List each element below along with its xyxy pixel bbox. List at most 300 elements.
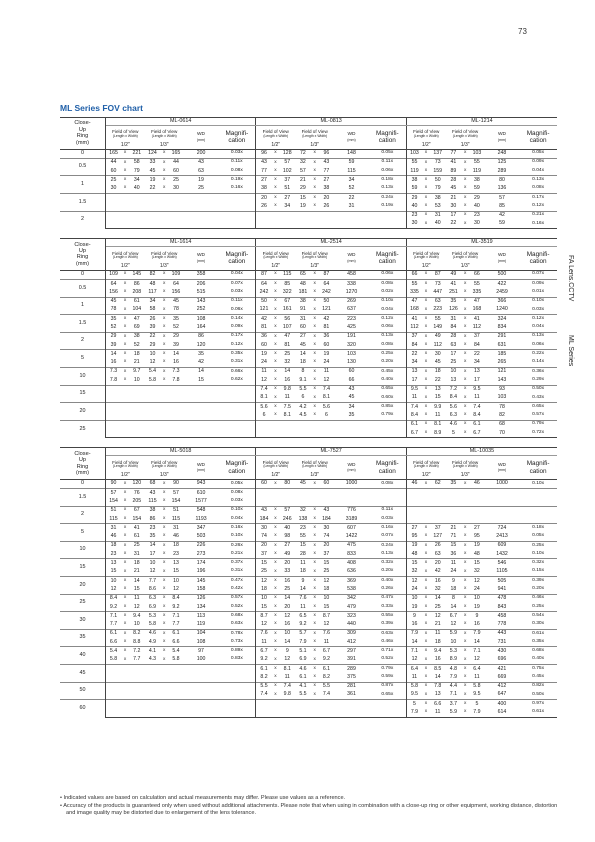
fov-length-third-inch: 8.4 [449,394,457,401]
magnification-value: 0.09x [218,323,256,332]
empty-cell [184,709,218,718]
magnification-value: 0.16x [218,185,256,194]
fov-length-half-inch: 8.7 [256,612,272,621]
fov-width-third-inch: 43 [319,506,335,515]
times-symbol: x [121,506,129,515]
working-distance-value: 366 [485,297,519,306]
fov-length-third-inch: 72 [295,149,311,158]
working-distance-value: 400 [485,700,519,709]
fov-length-half-inch: 5.4 [105,647,121,656]
fov-width-half-inch: 37 [279,176,295,185]
fov-width-half-inch: 161 [282,306,292,313]
empty-cell [369,429,407,438]
empty-cell [319,489,335,498]
empty-cell [129,700,145,709]
fov-length-third-inch: 4.6 [295,665,311,674]
fov-width-half-inch: 57 [279,158,295,167]
fov-length-third-inch: 10 [145,559,161,568]
times-symbol: x [424,674,428,680]
empty-cell [485,489,519,498]
fov-length-half-inch: 11 [256,367,272,376]
empty-cell [256,420,272,429]
working-distance-value: 143 [497,376,507,383]
empty-cell [218,211,256,220]
empty-cell [295,489,311,498]
fov-length-half-inch: 19 [411,603,418,610]
fov-width-third-inch: 84 [474,341,480,348]
empty-cell [145,193,161,202]
magnification-value: 0.31x [218,568,256,577]
fov-width-third-inch: 7.8 [172,376,180,383]
working-distance-value: 126 [184,594,218,603]
times-symbol: x [422,700,430,709]
fov-length-third-inch: 48 [145,279,161,288]
working-distance-value: 130 [347,359,356,366]
magnification-value: 0.68x [519,647,557,656]
fov-width-half-inch: 22 [434,376,441,383]
empty-cell [129,202,145,211]
fov-width-half-inch: 115 [279,270,295,279]
working-distance-value: 610 [184,489,218,498]
fov-length-third-inch: 10 [446,367,462,376]
empty-cell [105,691,121,700]
fov-length-half-inch: 24 [411,585,418,592]
empty-cell [184,429,218,438]
empty-cell [160,202,168,211]
empty-cell [105,429,121,438]
magnification-value: 0.08x [218,167,256,176]
empty-cell [406,497,422,506]
fov-length-third-inch: 23 [295,524,311,533]
fov-length-third-inch: 6.3 [449,411,457,418]
working-distance-value: 2413 [496,533,508,540]
empty-cell [160,673,168,682]
times-symbol: x [424,568,428,574]
times-symbol: x [274,324,277,330]
empty-cell [121,429,129,438]
empty-cell [160,420,168,429]
empty-cell [184,193,218,202]
magnification-value: 0.21x [519,211,557,220]
magnification-header: Magnifi- cation [526,460,550,475]
empty-cell [446,506,462,515]
empty-cell [369,489,407,498]
fov-width-third-inch: 23 [469,211,485,220]
magnification-value: 0.03x [218,497,256,506]
empty-cell [295,420,311,429]
close-up-ring-header: Close- Up Ring (mm) [60,118,105,150]
fov-width-third-inch: 9.5 [469,385,485,394]
empty-cell [334,429,368,438]
empty-cell [105,211,121,220]
fov-width-third-inch: 184 [322,515,331,522]
table-row [60,594,557,603]
empty-cell [184,700,218,709]
fov-length-half-inch: 18 [261,585,267,592]
fov-width-half-inch: 40 [279,524,295,533]
table-row [60,359,557,368]
fov-table [60,238,557,438]
fov-width-third-inch: 10 [319,594,335,603]
fov-length-third-inch: 138 [298,515,308,522]
times-symbol: x [272,158,280,167]
fov-length-third-inch: 15 [446,541,462,550]
empty-cell [105,420,121,429]
magnification-value: 0.04x [369,306,407,315]
times-symbol: x [424,586,428,592]
empty-cell [145,420,161,429]
fov-width-third-inch: 46 [173,533,179,540]
working-distance-value: 78 [485,403,519,412]
fov-length-third-inch: 28 [446,332,462,341]
times-symbol: x [422,541,430,550]
fov-length-half-inch: 9.2 [260,656,268,663]
empty-cell [519,506,557,515]
empty-cell [369,220,407,229]
fov-length-half-inch: 77 [261,167,267,174]
fov-length-half-inch: 16 [411,621,418,628]
working-distance-value: 637 [347,306,356,313]
fov-length-half-inch: 7.6 [256,629,272,638]
working-distance-value: 273 [196,550,206,557]
empty-cell [461,515,469,524]
times-symbol: x [463,324,467,330]
times-symbol: x [163,656,166,662]
working-distance-value: 408 [334,559,368,568]
working-distance-value: 412 [347,638,356,645]
empty-cell [218,700,256,709]
fov-width-third-inch: 119 [472,167,482,174]
table-row [60,211,557,220]
fov-width-half-inch: 14 [284,638,291,645]
magnification-value: 0.82x [519,682,557,691]
fov-width-half-inch: 40 [430,220,446,229]
times-symbol: x [422,577,430,586]
working-distance-value: 479 [347,603,356,610]
times-symbol: x [424,394,428,400]
empty-cell [279,709,295,718]
magnification-value: 0.20x [532,586,545,592]
times-symbol: x [121,541,129,550]
table-row [60,270,557,279]
fov-width-half-inch: 25 [434,603,441,610]
working-distance-value: 833 [347,550,356,557]
fov-width-half-inch: 7.5 [279,403,295,412]
times-symbol: x [461,385,469,394]
working-distance-value: 281 [334,682,368,691]
times-symbol: x [422,176,430,185]
fov-width-third-inch: 15 [319,559,335,568]
times-symbol: x [272,403,280,412]
fov-width-half-inch: 7.7 [133,656,141,663]
times-symbol: x [160,489,168,498]
empty-cell [105,385,121,394]
fov-length-third-inch: 31 [295,315,311,324]
fov-width-third-inch: 7.6 [319,629,335,638]
working-distance-header: WD (mm) [196,462,206,473]
fov-width-third-inch: 32 [474,568,480,575]
magnification-header: Magnifi- cation [526,129,550,145]
table-row [60,288,557,297]
side-tab[interactable] [562,255,576,375]
empty-cell [446,497,462,506]
times-symbol: x [274,376,277,382]
empty-cell [319,420,335,429]
working-distance-value: 43 [184,158,218,167]
magnification-value: 0.72x [519,429,557,438]
fov-length-third-inch: 6.1 [299,673,307,680]
fov-length-half-inch: 11 [411,394,418,401]
times-symbol: x [272,506,280,515]
working-distance-value: 185 [485,350,519,359]
working-distance-value: 70 [485,429,519,438]
times-symbol: x [313,359,316,365]
fov-width-half-inch: 13 [434,691,441,698]
fov-length-half-inch: 5 [406,700,422,709]
field-of-view-header: Field of View (Length x Width) [112,459,139,468]
empty-cell [218,411,256,420]
fov-width-third-inch: 7.1 [168,612,184,621]
empty-cell [160,220,168,229]
times-symbol: x [313,412,316,418]
fov-length-third-inch: 6.9 [299,656,307,663]
working-distance-value: 609 [485,541,519,550]
magnification-value: 0.10x [369,297,407,306]
fov-width-half-inch: 12 [133,603,140,610]
empty-cell [105,193,121,202]
fov-length-third-inch: 8.9 [449,656,457,663]
fov-width-half-inch: 67 [129,506,145,515]
working-distance-value: 252 [196,306,206,313]
fov-length-half-inch: 12 [261,376,267,383]
times-symbol: x [163,621,166,627]
fov-width-half-inch: 20 [430,559,446,568]
fov-length-third-inch: 5.6 [446,403,462,412]
empty-cell [129,193,145,202]
fov-width-third-inch: 8.2 [322,673,331,680]
fov-length-third-inch: 84 [450,324,457,330]
fov-length-half-inch: 16 [110,359,117,366]
working-distance-value: 97 [184,647,218,656]
fov-length-third-inch: 91 [300,306,306,313]
working-distance-value: 289 [334,665,368,674]
table-row [60,700,557,709]
table-row [60,603,557,612]
fov-length-half-inch: 30 [110,185,117,192]
fov-width-half-inch: 20 [284,603,291,610]
fov-width-third-inch: 7.7 [172,621,180,628]
fov-width-half-inch: 14 [279,367,295,376]
empty-cell [256,700,272,709]
table-row [60,394,557,403]
fov-width-third-inch: 30 [469,220,485,229]
fov-length-third-inch: 10 [450,638,457,645]
working-distance-value: 440 [347,621,356,628]
close-up-ring-value: 0 [60,270,105,279]
magnification-value: 0.31x [218,359,256,368]
side-tab-series[interactable]: ML Series [567,335,574,367]
fov-length-half-inch: 154 [109,497,118,504]
empty-cell [319,709,335,718]
fov-table [60,447,557,718]
side-tab-category[interactable]: FA Lens.CCTV [567,255,574,302]
fov-width-half-inch: 7.4 [279,682,295,691]
empty-cell [145,385,161,394]
fov-width-third-inch: 8.7 [319,612,335,621]
times-symbol: x [160,647,168,656]
working-distance-value: 86 [184,332,218,341]
empty-cell [406,515,422,524]
empty-cell [145,411,161,420]
times-symbol: x [424,306,428,312]
times-symbol: x [274,167,277,173]
fov-width-third-inch: 55 [469,279,485,288]
close-up-ring-value: 0 [60,479,105,488]
fov-length-half-inch: 27 [256,176,272,185]
magnification-value: 0.30x [532,621,545,627]
times-symbol: x [313,341,316,347]
fov-width-half-inch: 67 [279,297,295,306]
working-distance-value: 430 [485,647,519,656]
times-symbol: x [123,359,127,365]
fov-width-third-inch: 168 [472,306,482,313]
times-symbol: x [272,647,280,656]
times-symbol: x [160,577,168,586]
empty-cell [168,682,184,691]
fov-width-third-inch: 11 [474,394,480,401]
working-distance-value: 34 [334,403,368,412]
times-symbol: x [160,629,168,638]
empty-cell [272,489,280,498]
fov-width-half-inch: 51 [284,185,291,192]
empty-cell [160,682,168,691]
fov-width-half-inch: 73 [430,158,446,167]
close-up-ring-header: Close- Up Ring (mm) [60,448,105,480]
working-distance-value: 941 [497,585,507,592]
table-row [60,479,557,488]
times-symbol: x [461,479,469,488]
magnification-value: 0.17x [519,193,557,202]
fov-length-half-inch: 8.4 [410,411,419,418]
fov-width-half-inch: 149 [433,324,443,330]
fov-length-third-inch: 26 [145,315,161,324]
empty-cell [160,709,168,718]
empty-cell [121,411,129,420]
fov-width-third-inch: 50 [319,297,335,306]
close-up-ring-header: Close- Up Ring (mm) [60,239,105,271]
fov-length-half-inch: 112 [410,324,419,330]
empty-cell [160,665,168,674]
working-distance-value: 1193 [195,515,207,522]
working-distance-value: 134 [196,603,206,610]
fov-width-half-inch: 104 [132,306,142,313]
times-symbol: x [463,289,467,295]
times-symbol: x [160,158,168,167]
fov-length-half-inch: 41 [406,315,422,324]
times-symbol: x [272,332,280,341]
times-symbol: x [272,479,280,488]
empty-cell [105,700,121,709]
fov-length-half-inch: 37 [261,550,267,557]
times-symbol: x [461,211,469,220]
working-distance-header: WD (mm) [497,253,507,264]
times-symbol: x [422,594,430,603]
magnification-value: 0.65x [369,691,407,700]
working-distance-header: WD (mm) [196,132,206,142]
magnification-value: 0.62x [218,376,256,385]
magnification-value: 0.47x [369,594,407,603]
working-distance-value: 358 [184,270,218,279]
fov-length-half-inch: 6 [262,411,266,418]
fov-length-half-inch: 37 [406,332,422,341]
working-distance-value: 636 [347,568,356,575]
fov-width-third-inch: 9.2 [322,656,331,663]
empty-cell [369,497,407,506]
fov-length-half-inch: 6.4 [406,665,422,674]
times-symbol: x [123,638,127,644]
times-symbol: x [461,220,469,229]
empty-cell [160,211,168,220]
times-symbol: x [311,367,319,376]
working-distance-value: 546 [485,559,519,568]
fov-width-third-inch: 5.5 [319,682,335,691]
fov-width-half-inch: 12 [430,612,446,621]
working-distance-value: 120 [196,341,206,348]
times-symbol: x [160,559,168,568]
fov-width-third-inch: 34 [474,359,480,366]
fov-width-third-inch: 7.9 [469,629,485,638]
sensor-format-header: 1/2" [120,142,130,148]
empty-cell [319,211,335,220]
fov-width-third-inch: 40 [474,202,480,209]
fov-width-third-inch: 9 [469,612,485,621]
sensor-format-header: 1/2" [271,142,281,148]
working-distance-value: 297 [334,647,368,656]
fov-length-third-inch: 4.9 [148,638,157,645]
magnification-value: 0.61x [519,709,557,718]
table-row [60,350,557,359]
magnification-value: 0.08x [369,279,407,288]
fov-length-third-inch: 89 [450,167,457,174]
fov-length-third-inch: 55 [300,533,306,540]
table-row [60,220,557,229]
fov-length-half-inch: 66 [406,270,422,279]
working-distance-value: 103 [497,394,507,401]
times-symbol: x [160,506,168,515]
table-row [60,647,557,656]
fov-width-half-inch: 38 [430,193,446,202]
fov-width-third-inch: 165 [168,149,184,158]
fov-length-half-inch: 14 [411,638,418,645]
times-symbol: x [424,691,428,697]
fov-width-third-inch: 64 [319,279,335,288]
magnification-value: 0.13x [369,332,407,341]
close-up-ring-value: 5 [60,350,105,368]
working-distance-value: 422 [485,279,519,288]
fov-width-third-inch: 112 [472,324,482,330]
magnification-value: 0.71x [369,647,407,656]
fov-length-third-inch: 22 [145,332,161,341]
magnification-value: 0.29x [532,376,545,382]
table-row [60,411,557,420]
fov-width-half-inch: 7.8 [430,682,446,691]
times-symbol: x [422,479,430,488]
empty-cell [145,673,161,682]
times-symbol: x [422,270,430,279]
fov-width-third-inch: 38 [323,185,330,192]
empty-cell [279,211,295,220]
fov-width-half-inch: 20 [279,559,295,568]
